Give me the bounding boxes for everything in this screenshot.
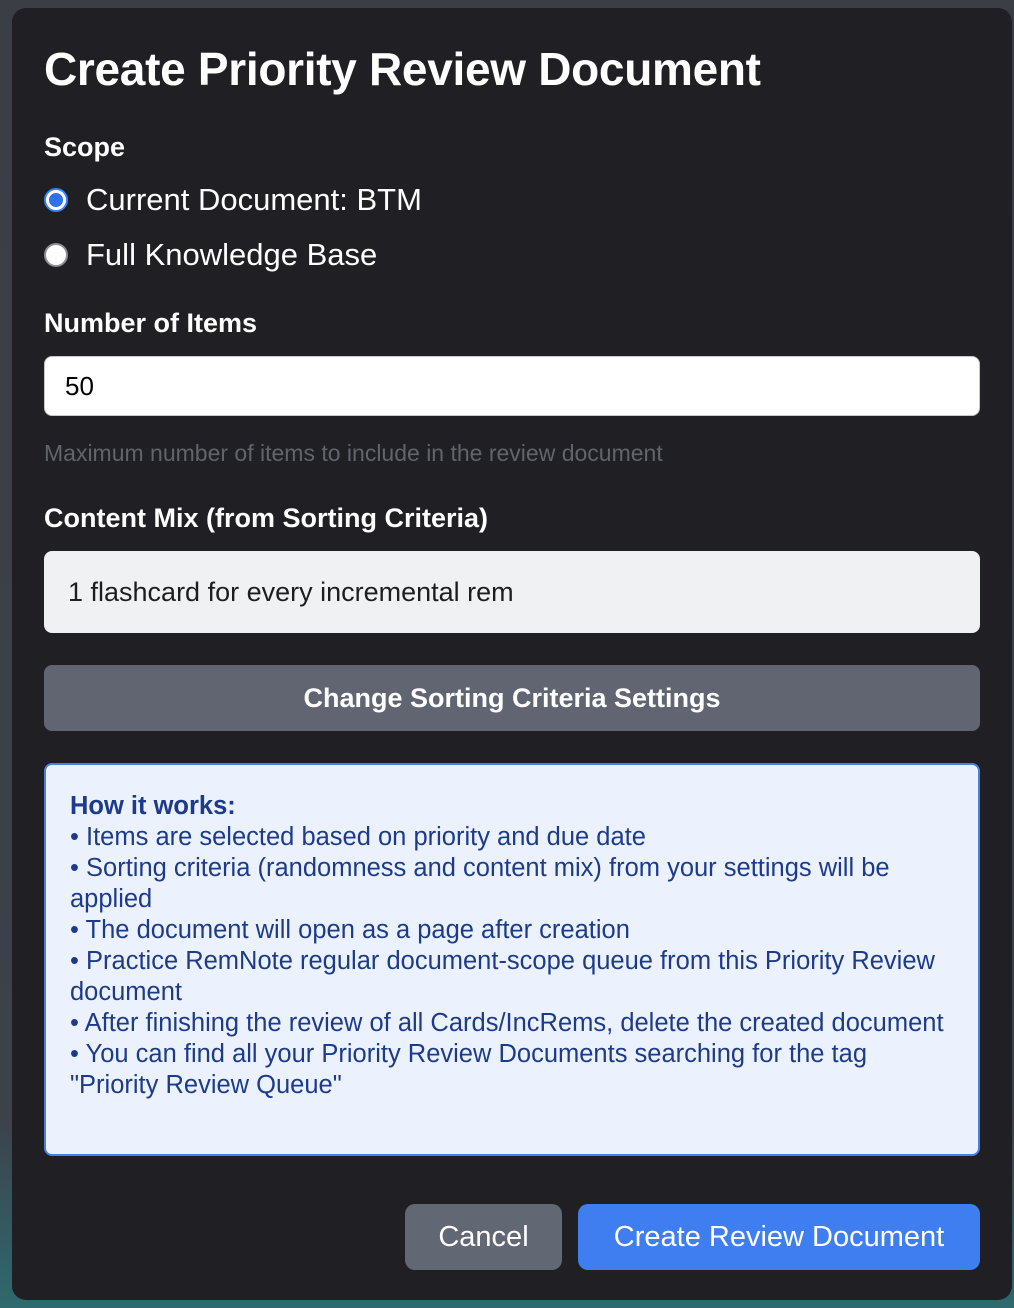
how-it-works-panel [44,763,980,1156]
how-it-works-list [70,822,954,1101]
scope-option-current-document[interactable] [44,182,422,218]
create-review-document-button[interactable]: Create Review Document [578,1204,980,1270]
list-item: • Items are selected based on priority and due date [70,823,646,851]
radio-checked-icon[interactable] [44,188,68,212]
list-item: • Sorting criteria (randomness and content mix) from your settings will be applied [70,854,890,913]
number-of-items-label: Number of Items [44,308,258,338]
cancel-button[interactable]: Cancel [405,1204,562,1270]
how-it-works-title: How it works: [70,792,236,820]
list-item: • After finishing the review of all Cards/IncRems, delete the created document [70,1009,944,1037]
number-of-items-help: Maximum number of items to include in the review document [44,440,663,466]
content-mix-label: Content Mix (from Sorting Criteria) [44,503,488,533]
list-item: • The document will open as a page after creation [70,916,630,944]
content-mix-value [44,551,980,633]
list-item: • You can find all your Priority Review Documents searching for the tag "Priority Review Queue" [70,1040,867,1099]
scope-label: Scope [44,132,126,162]
dialog-title: Create Priority Review Document [44,43,761,95]
content-mix-text: 1 flashcard for every incremental rem [68,576,514,607]
scope-option-label[interactable]: Full Knowledge Base [86,237,378,272]
scope-option-label[interactable]: Current Document: BTM [86,182,422,217]
list-item: • Practice RemNote regular document-scope queue from this Priority Review document [70,947,935,1006]
radio-unchecked-icon[interactable] [44,243,68,267]
change-sorting-criteria-button[interactable]: Change Sorting Criteria Settings [44,665,980,731]
create-review-dialog [12,8,1012,1300]
scope-option-full-knowledge-base[interactable] [44,237,377,273]
number-of-items-input[interactable] [44,356,980,416]
